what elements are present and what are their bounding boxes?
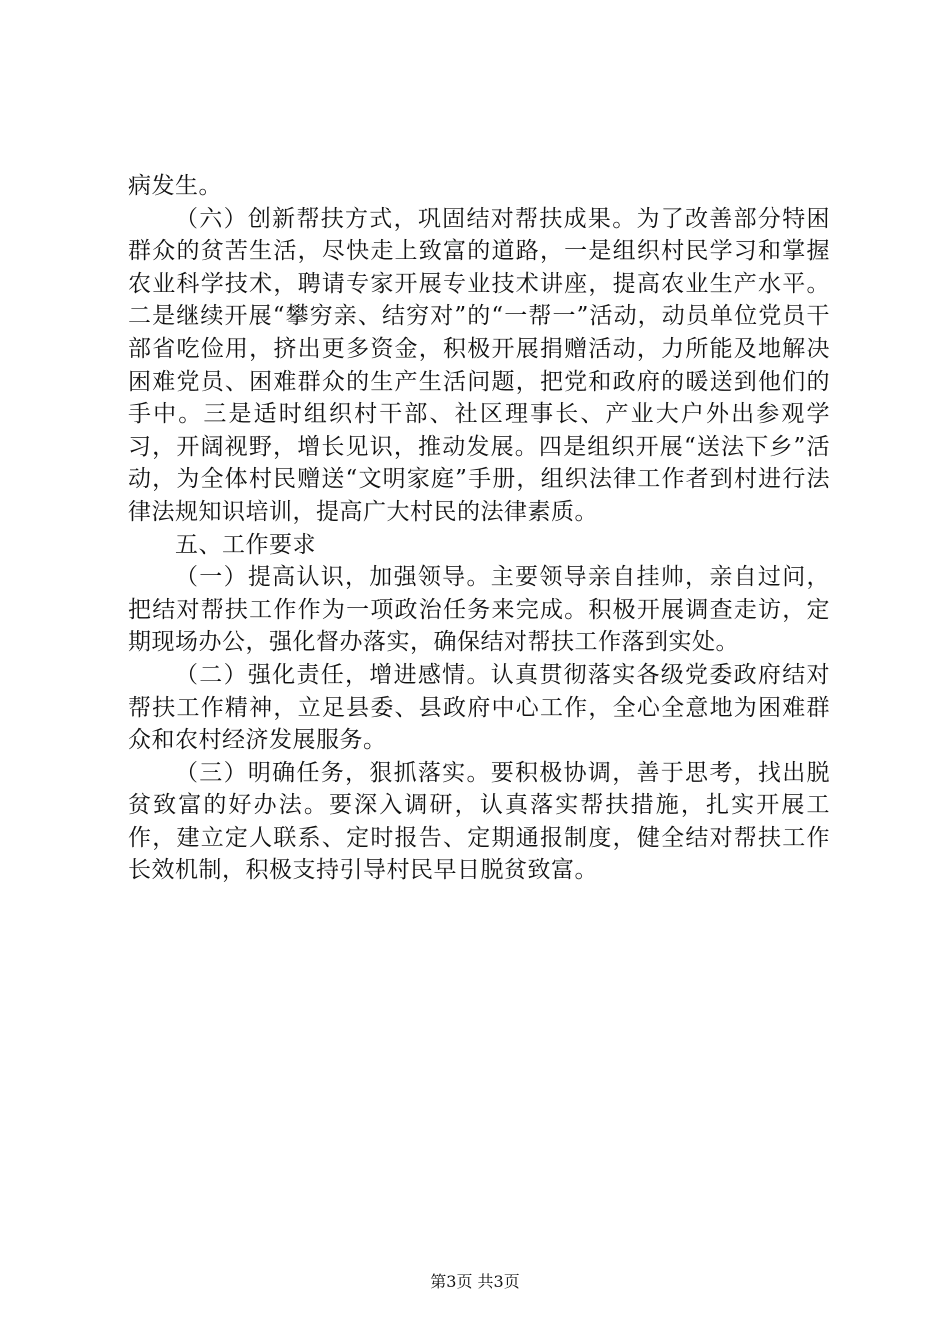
paragraph-continuation: 病发生。 — [128, 173, 222, 199]
paragraph-section-six: （六）创新帮扶方式，巩固结对帮扶成果。为了改善部分特困群众的贫苦生活，尽快走上致富的道路，一是组织村民学习和掌握农业科学技术，聘请专家开展专业技术讲座，提高农业生产水平。二是继续开展“攀穷亲、结穷对”的“一帮一”活动，动员单位党员干部省吃俭用，挤出更多资金，积极开展捐赠活动，力所能及地解决困难党员、困难群众的生产生活问题，把党和政府的暖送到他们的手中。三是适时组织村干部、社区理事长、产业大户外出参观学习，开阔视野，增长见识，推动发展。四是组织开展“送法下乡”活动，为全体村民赠送“文明家庭”手册，组织法律工作者到村进行法律法规知识培训，提高广大村民的法律素质。 — [128, 205, 830, 525]
section-heading-work-requirements: 五、工作要求 — [175, 531, 316, 558]
paragraph-requirement-one: （一）提高认识，加强领导。主要领导亲自挂帅，亲自过问，把结对帮扶工作作为一项政治任务来完成。积极开展调查走访，定期现场办公，强化督办落实，确保结对帮扶工作落到实处。 — [128, 564, 830, 656]
paragraph-requirement-three: （三）明确任务，狠抓落实。要积极协调，善于思考，找出脱贫致富的好办法。要深入调研，认真落实帮扶措施，扎实开展工作，建立定人联系、定时报告、定期通报制度，健全结对帮扶工作长效机制，积极支持引导村民早日脱贫致富。 — [128, 759, 830, 884]
document-body — [128, 170, 830, 887]
page-number-label: 第3页 共3页 — [430, 1272, 520, 1291]
paragraph-requirement-two: （二）强化责任，增进感情。认真贯彻落实各级党委政府结对帮扶工作精神，立足县委、县政府中心工作，全心全意地为困难群众和农村经济发展服务。 — [128, 661, 830, 754]
page-footer — [0, 1272, 950, 1292]
